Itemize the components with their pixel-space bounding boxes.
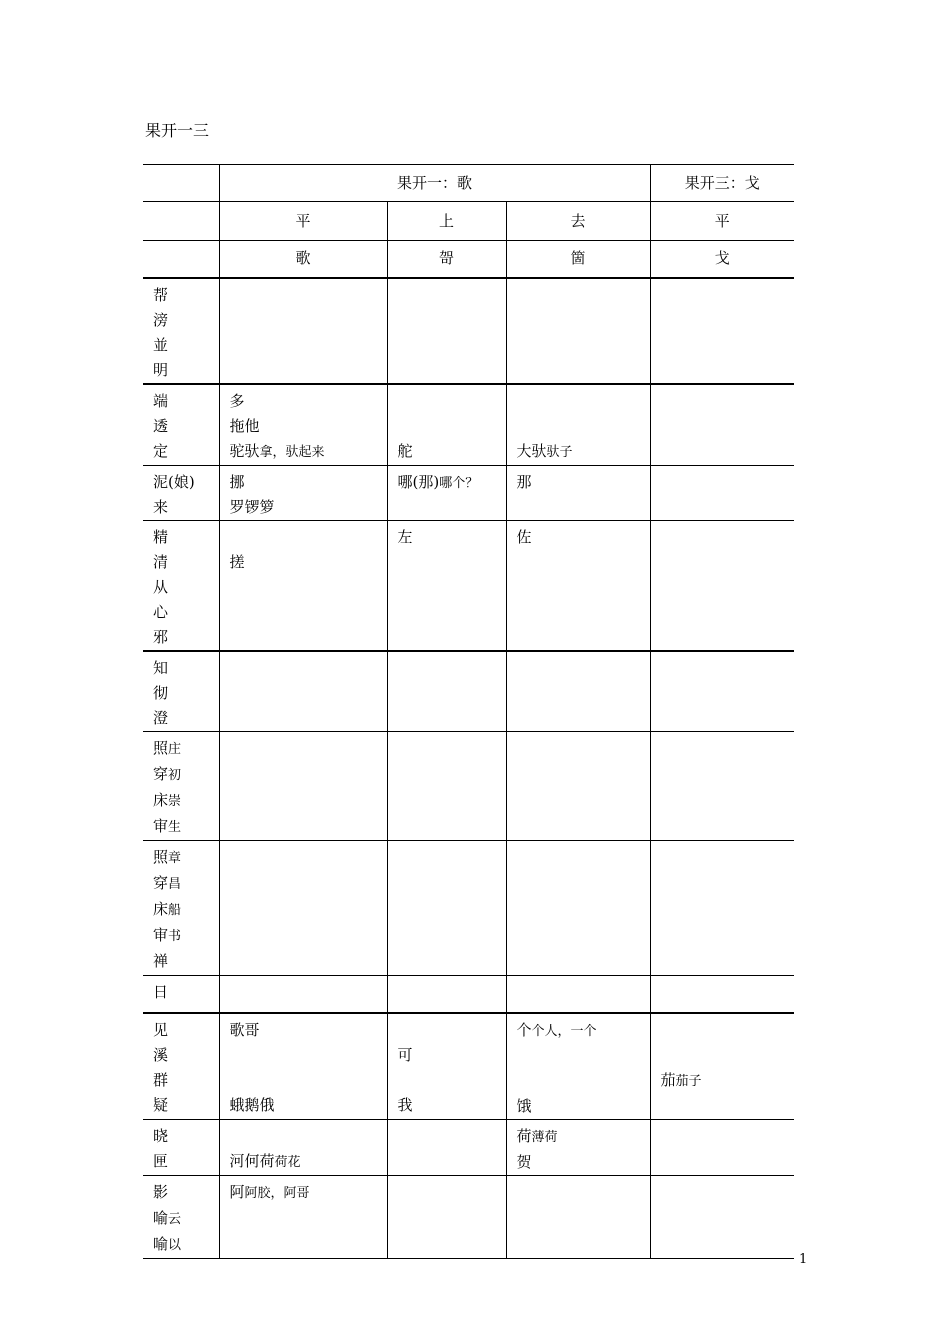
tone-header: 去 <box>506 202 650 241</box>
character-cell: 哪(那)哪个？ <box>387 465 506 520</box>
gloss-note: 个人，一个 <box>531 1024 597 1039</box>
table-row <box>143 465 794 520</box>
corner-cell <box>143 165 219 202</box>
character-cell: 河何荷荷花 <box>219 1120 387 1176</box>
gloss-note: 阿胶，阿哥 <box>244 1186 310 1201</box>
table-row <box>143 975 794 1013</box>
tone-header: 上 <box>387 202 506 241</box>
header-group-2: 果开三：戈 <box>650 165 794 202</box>
character-cell: 茄茄子 <box>650 1013 794 1120</box>
character-cell: 个个人，一个 饿 <box>506 1013 650 1120</box>
gloss-note: 茄子 <box>675 1074 702 1089</box>
rhyme-header: 戈 <box>650 241 794 278</box>
rhyme-header: 哿 <box>387 241 506 278</box>
character-cell: 那 <box>506 465 650 520</box>
tone-header: 平 <box>650 202 794 241</box>
header-group-1: 果开一：歌 <box>219 165 650 202</box>
character-cell: 可 我 <box>387 1013 506 1120</box>
gloss-note: 荷花 <box>274 1155 301 1170</box>
initials-cell: 帮 滂 並 明 <box>143 278 219 384</box>
rhyme-header: 箇 <box>506 241 650 278</box>
table-row <box>143 1120 794 1176</box>
table-row <box>143 1176 794 1259</box>
character-cell: 阿阿胶，阿哥 <box>219 1176 387 1259</box>
character-cell: 佐 <box>506 520 650 651</box>
initials-cell: 精 清 从 心 邪 <box>143 520 219 651</box>
initials-cell: 见 溪 群 疑 <box>143 1013 219 1120</box>
page-number: 1 <box>799 1252 808 1267</box>
table-row <box>143 731 794 840</box>
gloss-note: 拿，驮起来 <box>259 444 325 460</box>
character-cell: 荷薄荷 贺 <box>506 1120 650 1176</box>
table-row <box>143 278 794 384</box>
table-row <box>143 1013 794 1120</box>
character-cell: 左 <box>387 520 506 651</box>
character-cell: 挪 罗锣箩 <box>219 465 387 520</box>
rhyme-header: 歌 <box>219 241 387 278</box>
initials-cell: 泥(娘) 来 <box>143 465 219 520</box>
page-title: 果开一三 <box>145 121 210 140</box>
gloss-note: 薄荷 <box>531 1130 558 1145</box>
rhyme-table <box>143 164 794 1259</box>
table-row <box>143 651 794 732</box>
character-cell: 大驮驮子 <box>506 384 650 466</box>
table-row <box>143 384 794 466</box>
initials-cell: 照庄 穿初 床崇 审生 <box>143 731 219 840</box>
initials-cell: 知 彻 澄 <box>143 651 219 732</box>
table-row <box>143 840 794 975</box>
gloss-note: 哪个？ <box>439 475 479 491</box>
initials-cell: 日 <box>143 975 219 1013</box>
gloss-note: 驮子 <box>546 444 573 460</box>
initials-cell: 晓 匣 <box>143 1120 219 1176</box>
initials-cell: 端 透 定 <box>143 384 219 466</box>
character-cell: 舵 <box>387 384 506 466</box>
character-cell: 多 拖他 驼驮拿，驮起来 <box>219 384 387 466</box>
initials-cell: 影 喻云 喻以 <box>143 1176 219 1259</box>
tone-header: 平 <box>219 202 387 241</box>
table-row <box>143 520 794 651</box>
character-cell: 搓 <box>219 520 387 651</box>
initials-cell: 照章 穿昌 床船 审书 禅 <box>143 840 219 975</box>
character-cell: 歌哥 蛾鹅俄 <box>219 1013 387 1120</box>
